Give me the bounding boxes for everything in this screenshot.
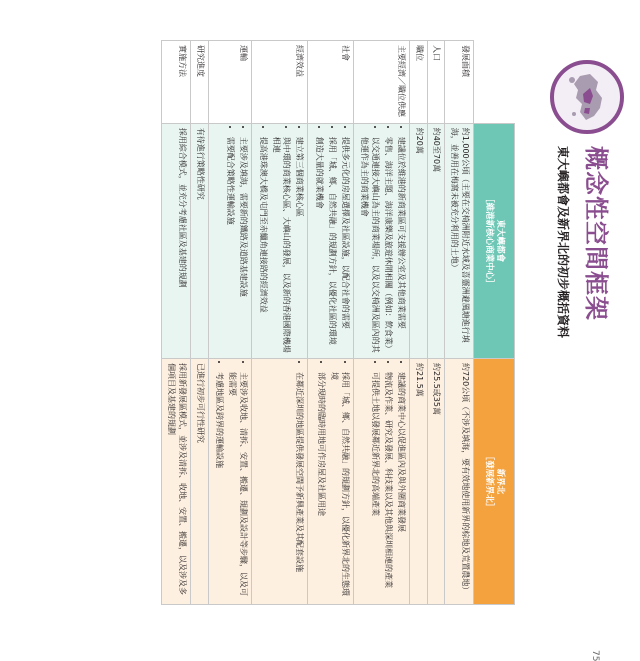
cell-new-territories-north xyxy=(208,358,251,604)
table-row xyxy=(208,41,251,605)
row-label: 發展面積 xyxy=(445,41,474,124)
bullet-item: • 與中環的商業核心區、大嶼山的發展，以及新的香港國際機場相連 xyxy=(270,137,292,354)
bullet-list xyxy=(313,128,349,354)
cell-east-lantau: 採用綜合模式，並充分考慮社區及基建的規劃 xyxy=(162,123,191,358)
row-label: 研究進度 xyxy=(190,41,208,124)
comparison-table xyxy=(161,40,515,605)
bullet-item: • 零售、海洋主題、海洋康樂及旅遊休閒相關（例如：飲食業） xyxy=(382,137,393,354)
bullet-item: • 在鄰近深圳的地區提供發展空間予新興產業及其配套設施 xyxy=(293,372,304,600)
page-number: 75 xyxy=(590,650,600,661)
bullet-item: • 建立第三個商業核心區 xyxy=(293,137,304,354)
bullet-item: • 以交通連接大嶼山為主的商業場所，以及以交椅洲及區內的其他運作為主的商業機會 xyxy=(359,137,381,354)
row-label: 實施方法 xyxy=(162,41,191,124)
cell-east-lantau: 約40至70萬 xyxy=(427,123,445,358)
cell-east-lantau xyxy=(252,123,308,358)
cell-east-lantau xyxy=(353,123,409,358)
hong-kong-map-icon xyxy=(550,60,624,134)
page-title: 概念性空間框架 xyxy=(582,146,610,321)
bullet-item: • 部分現時的臨時用地可作房屋及社區用途 xyxy=(315,372,326,600)
bullet-list xyxy=(359,128,406,354)
cell-new-territories-north: 約25.5或35萬 xyxy=(427,358,445,604)
cell-new-territories-north xyxy=(308,358,353,604)
cell-new-territories-north: 採用新發展區模式，並涉及清拆、收地、安置、搬遷，以及涉及多個項目及基建的規劃 xyxy=(162,358,191,604)
table-row xyxy=(353,41,409,605)
cell-east-lantau xyxy=(208,123,251,358)
cell-east-lantau: 約1,000公頃（主要在交椅洲附近水域及喜靈洲避風塘進行填海，並善用在梅窩未被充分利用的土地） xyxy=(445,123,474,358)
bullet-list xyxy=(315,363,349,600)
column-header-ntn-title: 新界北 xyxy=(495,468,506,495)
cell-new-territories-north: 約720公頃（不涉及填海，要有效地使用新界的棕地及荒置農地） xyxy=(445,358,474,604)
bullet-item: • 採用「城、鄉、自然共融」的規劃方針，以優化新界北的生態環境 xyxy=(328,372,350,600)
column-header-east-lantau-title: 東大嶼都會 xyxy=(495,219,506,263)
bullet-item: • 主要涉及收地、清拆、安置、搬遷、規劃及設計等步驟，以及可能需要 xyxy=(226,372,248,600)
cell-east-lantau xyxy=(308,123,353,358)
bullet-item: • 可提供土地以發展鄰近新界北的高端產業 xyxy=(369,372,380,600)
cell-east-lantau: 約20萬 xyxy=(409,123,427,358)
bullet-item: • 需要配合策略性運輸設施 xyxy=(224,137,235,354)
bullet-list xyxy=(224,128,248,354)
column-header-ntn-sub: ［發展新界北］ xyxy=(484,451,494,512)
table-corner xyxy=(474,41,515,124)
bullet-item: • 建議的商業中心以促進區內及與外圍商業發展 xyxy=(395,372,406,600)
column-header-east-lantau xyxy=(474,123,515,358)
column-header-east-lantau-sub: ［維港新核心商業中心］ xyxy=(484,194,494,288)
page-subtitle: 東大嶼都會及新界北的初步概括資料 xyxy=(556,146,570,339)
cell-new-territories-north: 約21.5萬 xyxy=(409,358,427,604)
bullet-item: • 創造大量的就業機會 xyxy=(313,137,324,354)
bullet-item: • 考慮地區及跨界的運輸設施 xyxy=(214,372,225,600)
bullet-list xyxy=(214,363,248,600)
bullet-item: • 採用「城、鄉、自然共融」的規劃方針，以優化社區的環境 xyxy=(326,137,337,354)
cell-new-territories-north xyxy=(353,358,409,604)
table-row xyxy=(190,41,208,605)
table-row xyxy=(252,41,308,605)
row-label: 運輸 xyxy=(208,41,251,124)
bullet-item: • 建議位於維港的新商業區可支援辦公室及其他商業需要 xyxy=(395,137,406,354)
header xyxy=(514,60,624,661)
table-row xyxy=(445,41,474,605)
bullet-item: • 主要涉及填海，需要新的鐵路及道路基建設施 xyxy=(237,137,248,354)
column-header-new-territories-north xyxy=(474,358,515,604)
table-row xyxy=(162,41,191,605)
bullet-item: • 物流及作業、研究及發展、科技業以及其他與深圳相連的產業 xyxy=(382,372,393,600)
table-row xyxy=(308,41,353,605)
table-row xyxy=(427,41,445,605)
bullet-item: • 提高港珠澳大橋及屯門至赤鱲角連接路的經濟效益 xyxy=(257,137,268,354)
row-label: 經濟效益 xyxy=(252,41,308,124)
table-row xyxy=(409,41,427,605)
row-label: 社會 xyxy=(308,41,353,124)
cell-east-lantau: 有待進行策略性研究 xyxy=(190,123,208,358)
cell-new-territories-north xyxy=(252,358,308,604)
row-label: 主要經濟／職位供應 xyxy=(353,41,409,124)
bullet-list xyxy=(257,128,304,354)
bullet-item: • 提供多元化的房屋選擇及社區設施，以配合社會的需要 xyxy=(339,137,350,354)
row-label: 職位 xyxy=(409,41,427,124)
cell-new-territories-north: 已進行初步可行性研究 xyxy=(190,358,208,604)
bullet-list xyxy=(293,363,304,600)
row-label: 人口 xyxy=(427,41,445,124)
bullet-list xyxy=(369,363,405,600)
